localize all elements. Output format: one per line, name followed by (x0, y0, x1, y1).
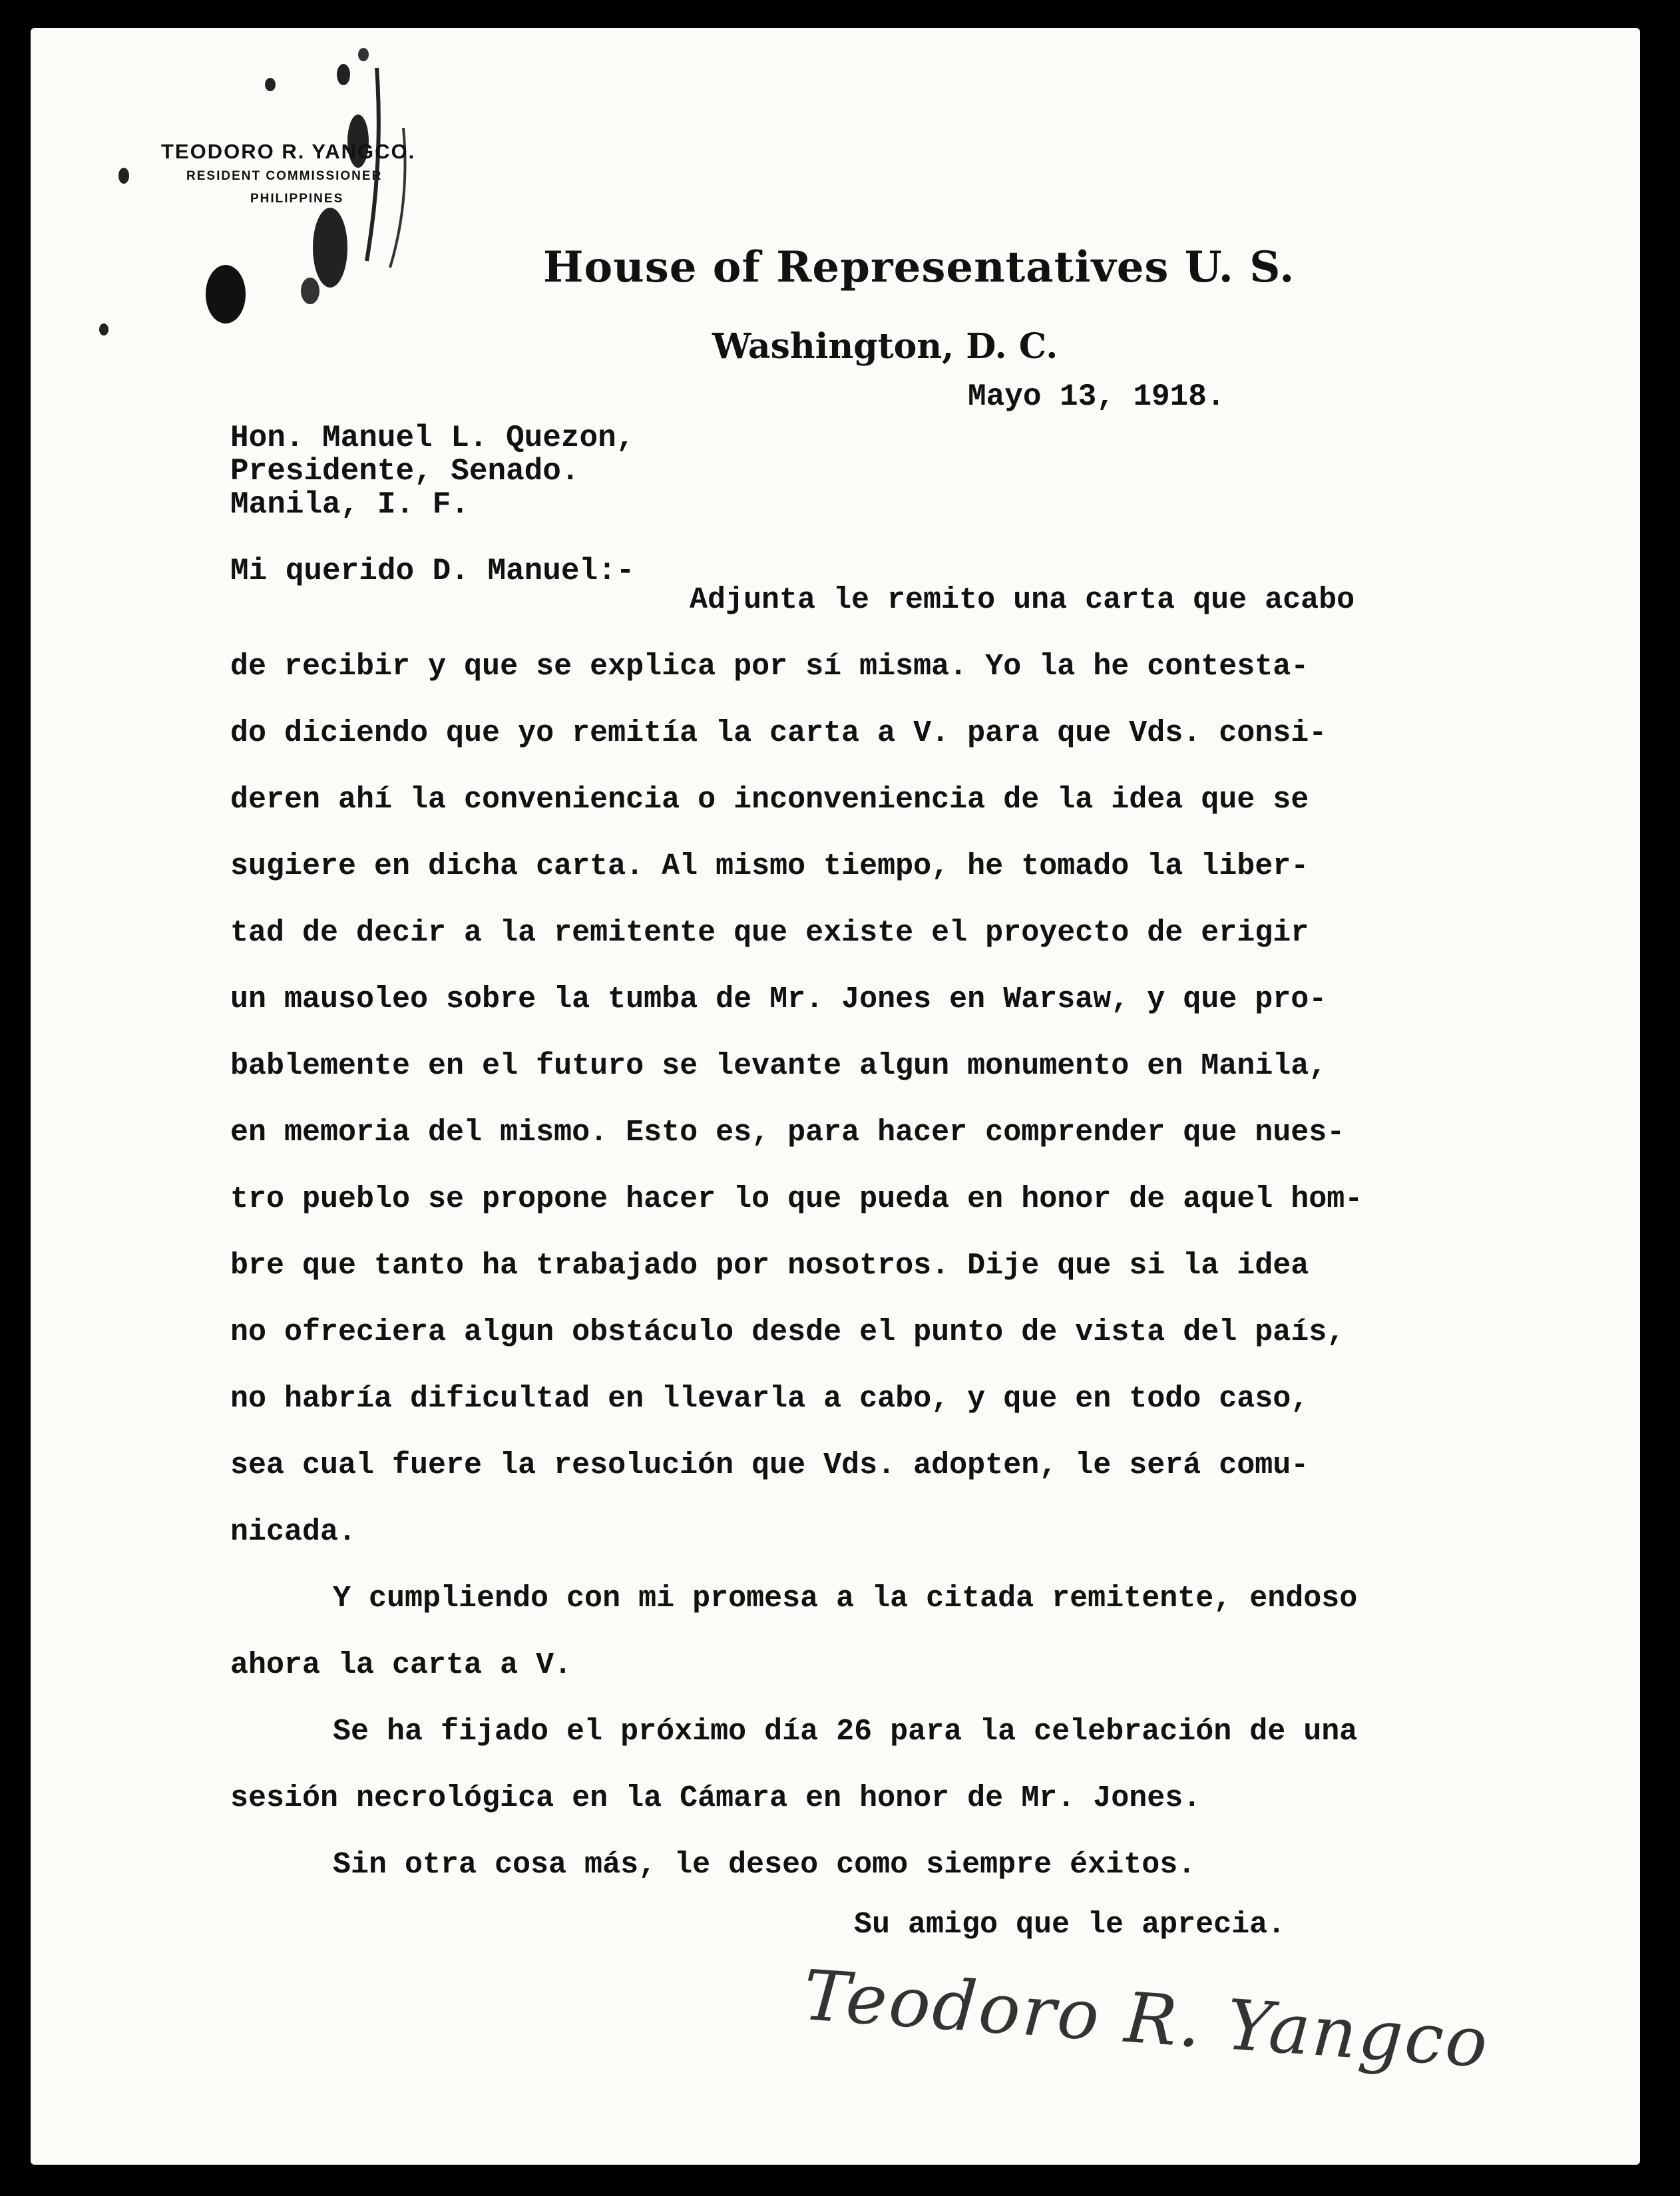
body-line: sugiere en dicha carta. Al mismo tiempo, he tomado la liber- (230, 849, 1309, 883)
house-heading: House of Representatives U. S. (543, 242, 1295, 292)
salutation: Mi querido D. Manuel:- (230, 554, 635, 588)
signature-text: Teodoro R. Yangco (801, 1954, 1492, 2084)
body-line: no ofreciera algun obstáculo desde el punto de vista del país, (230, 1315, 1345, 1349)
body-line: bre que tanto ha trabajado por nosotros. Dije que si la idea (230, 1249, 1309, 1283)
recipient-line: Hon. Manuel L. Quezon, (230, 421, 635, 455)
body-line: en memoria del mismo. Esto es, para hacer comprender que nues- (230, 1116, 1345, 1150)
body-line: un mausoleo sobre la tumba de Mr. Jones en Warsaw, y que pro- (230, 983, 1327, 1016)
recipient-line: Presidente, Senado. (230, 454, 580, 489)
body-line: nicada. (230, 1515, 357, 1549)
recipient-line: Manila, I. F. (230, 487, 469, 522)
ink-blots (31, 28, 497, 401)
body-line: Sin otra cosa más, le deseo como siempre éxitos. (333, 1848, 1196, 1882)
letterhead-title: RESIDENT COMMISSIONER (186, 169, 383, 183)
city-heading: Washington, D. C. (712, 326, 1058, 367)
body-line: de recibir y que se explica por sí misma. Yo la he contesta- (230, 650, 1309, 684)
letterhead-name: TEODORO R. YANGCO. (161, 140, 416, 163)
letter-date: Mayo 13, 1918. (968, 379, 1225, 414)
closing-line: Su amigo que le aprecia. (854, 1908, 1286, 1942)
body-line: Y cumpliendo con mi promesa a la citada remitente, endoso (333, 1582, 1358, 1616)
letterhead-country: PHILIPPINES (250, 192, 344, 206)
body-line: Se ha fijado el próximo día 26 para la celebración de una (333, 1715, 1358, 1749)
signature (801, 1954, 1492, 2084)
body-line: bablemente en el futuro se levante algun monumento en Manila, (230, 1049, 1327, 1083)
body-line: tad de decir a la remitente que existe el proyecto de erigir (230, 916, 1309, 950)
body-line: sesión necrológica en la Cámara en honor de Mr. Jones. (230, 1781, 1201, 1815)
letter-page (31, 28, 1640, 2165)
body-line: deren ahí la conveniencia o inconveniencia de la idea que se (230, 783, 1309, 817)
body-line: ahora la carta a V. (230, 1648, 572, 1682)
body-line: tro pueblo se propone hacer lo que pueda en honor de aquel hom- (230, 1182, 1363, 1216)
body-line: do diciendo que yo remitía la carta a V. para que Vds. consi- (230, 716, 1327, 750)
body-line: Adjunta le remito una carta que acabo (690, 583, 1355, 617)
body-line: no habría dificultad en llevarla a cabo, y que en todo caso, (230, 1382, 1309, 1416)
body-line: sea cual fuere la resolución que Vds. adopten, le será comu- (230, 1448, 1309, 1482)
